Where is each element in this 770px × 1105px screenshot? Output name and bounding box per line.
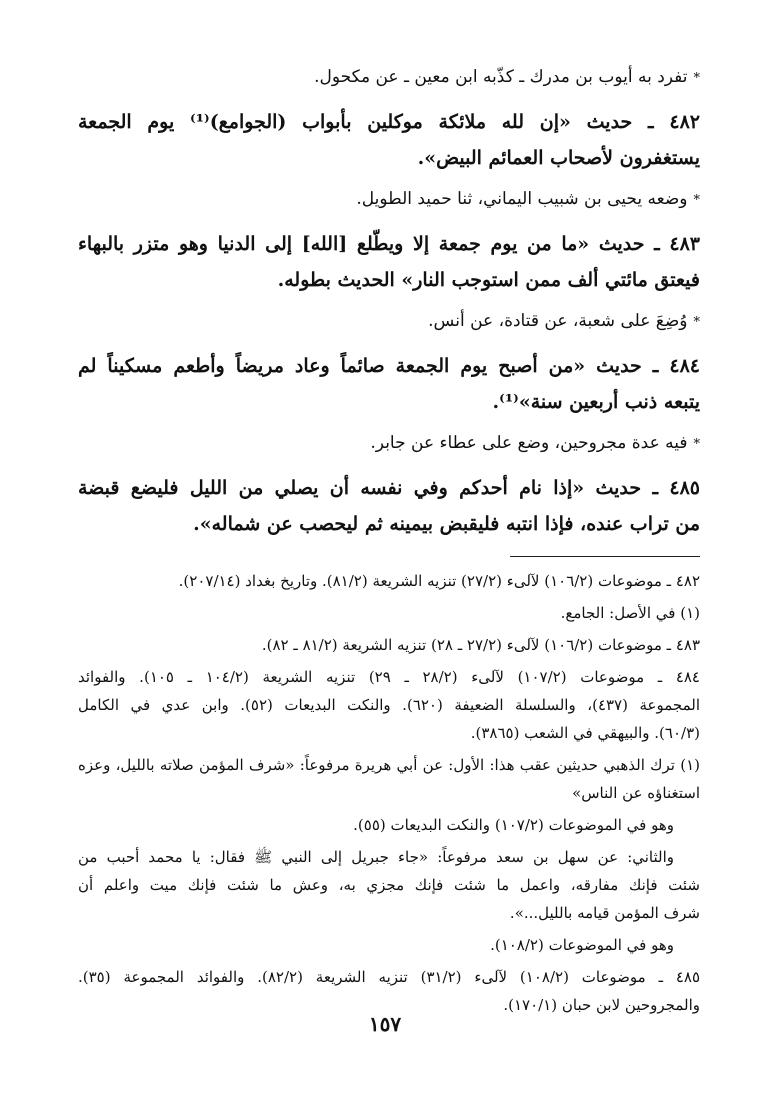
footnote: [78, 631, 700, 659]
text-line: [78, 62, 700, 94]
footnote: [78, 811, 700, 839]
line-text: وُضِعَ على شعبة، عن قتادة، عن أنس.: [428, 311, 688, 331]
asterisk-marker: *: [693, 437, 700, 452]
footnote: [78, 567, 700, 595]
text-line: [78, 184, 700, 216]
text-line: [78, 140, 700, 176]
footnote-line: وهو في الموضوعات (١٠٨/٢).: [490, 936, 674, 954]
footnote-line: والثاني: عن سهل بن سعد مرفوعاً: «جاء جبريل إلى النبي ﷺ فقال: يا محمد أحبب من: [78, 848, 675, 866]
line-text: فيعتق مائتي ألف ممن استوجب النار» الحديث بطوله.: [277, 269, 700, 291]
footnote-line: ٤٨٣ ـ موضوعات (١٠٦/٢) لآلىء (٢٧/٢ ـ ٢٨) تنزيه الشريعة (٨١/٢ ـ ٨٢).: [261, 636, 700, 654]
page-content: [78, 62, 700, 1023]
footnote-line: ٤٨٤ ـ موضوعات (١٠٧/٢) لآلىء (٢٨/٢ ـ ٢٩) تنزيه الشريعة (١٠٤/٢ ـ ١٠٥). والفوائد: [78, 668, 700, 686]
footnote-line: وهو في الموضوعات (١٠٧/٢) والنكت البديعات (٥٥).: [353, 816, 674, 834]
footnote: [78, 751, 700, 807]
line-text: ٤٨٣ ـ حديث «ما من يوم جمعة إلا ويطّلع [الله] إلى الدنيا وهو متزر بالبهاء: [78, 233, 700, 255]
text-line: [78, 384, 700, 420]
asterisk-marker: *: [693, 193, 700, 208]
line-text: تفرد به أيوب بن مدرك ـ كذّبه ابن معين ـ عن مكحول.: [314, 67, 688, 87]
footnote-line: ٤٨٥ ـ موضوعات (١٠٨/٢) لآلىء (٣١/٢) تنزيه الشريعة (٨٢/٢). والفوائد المجموعة (٣٥).: [78, 968, 700, 986]
text-line: [78, 506, 700, 542]
narration-note: [78, 428, 700, 460]
text-line: [78, 470, 700, 506]
footnote-line: (١) ترك الذهبي حديثين عقب هذا: الأول: عن أبي هريرة مرفوعاً: «شرف المؤمن صلاته بالليل، وعزه: [78, 756, 700, 774]
page-number: ١٥٧: [368, 1012, 402, 1036]
asterisk-marker: *: [693, 315, 700, 330]
footnotes: [78, 567, 700, 1019]
asterisk-marker: *: [693, 71, 700, 86]
footnote-line: المجموعة (٤٣٧)، والسلسلة الضعيفة (٦٢٠). والنكت البديعات (٥٢). وابن عدي في الكامل: [78, 696, 700, 714]
footnote: [78, 963, 700, 1019]
narration-note: [78, 62, 700, 94]
line-text: يستغفرون لأصحاب العمائم البيض».: [417, 147, 700, 169]
footnote-line: شرف المؤمن قيامه بالليل...».: [509, 904, 700, 922]
narration-note: [78, 184, 700, 216]
line-text: ٤٨٤ ـ حديث «من أصبح يوم الجمعة صائماً وعاد مريضاً وأطعم مسكيناً لم: [78, 355, 700, 377]
text-line: [78, 226, 700, 262]
footnote: [78, 663, 700, 747]
text-line: [78, 348, 700, 384]
footnote-line: (١) في الأصل: الجامع.: [560, 604, 700, 622]
hadith-entry: [78, 226, 700, 298]
hadith-entry: [78, 104, 700, 176]
footnote-separator: [510, 556, 700, 557]
main-text: [78, 62, 700, 542]
footnote: [78, 843, 700, 927]
narration-note: [78, 306, 700, 338]
line-text: ٤٨٥ ـ حديث «إذا نام أحدكم وفي نفسه أن يصلي من الليل فليضع قبضة: [78, 477, 700, 499]
footnote-line: والمجروحين لابن حبان (١٧٠/١).: [503, 996, 700, 1014]
line-text: يتبعه ذنب أربعين سنة»⁽¹⁾.: [492, 391, 700, 413]
hadith-entry: [78, 348, 700, 420]
footnote: [78, 931, 700, 959]
hadith-entry: [78, 470, 700, 542]
footnote-line: شئت فإنك مفارقه، واعمل ما شئت فإنك مجزي به، وعش ما شئت فإنك ميت واعلم أن: [78, 876, 700, 894]
line-text: من تراب عنده، فإذا انتبه فليقبض بيمينه ثم ليحصب عن شماله».: [193, 513, 700, 535]
footnote: [78, 599, 700, 627]
line-text: فيه عدة مجروحين، وضع على عطاء عن جابر.: [370, 433, 688, 453]
text-line: [78, 104, 700, 140]
footnote-line: استغناؤه عن الناس»: [572, 784, 700, 802]
text-line: [78, 428, 700, 460]
text-line: [78, 306, 700, 338]
footnote-line: ٤٨٢ ـ موضوعات (١٠٦/٢) لآلىء (٢٧/٢) تنزيه الشريعة (٨١/٢). وتاريخ بغداد (٢٠٧/١٤).: [178, 572, 700, 590]
line-text: ٤٨٢ ـ حديث «إن لله ملائكة موكلين بأبواب (الجوامع)⁽¹⁾ يوم الجمعة: [78, 111, 700, 133]
line-text: وضعه يحيى بن شبيب اليماني، ثنا حميد الطويل.: [356, 189, 688, 209]
footnote-line: (٦٠/٣). والبيهقي في الشعب (٣٨٦٥).: [470, 724, 700, 742]
text-line: [78, 262, 700, 298]
